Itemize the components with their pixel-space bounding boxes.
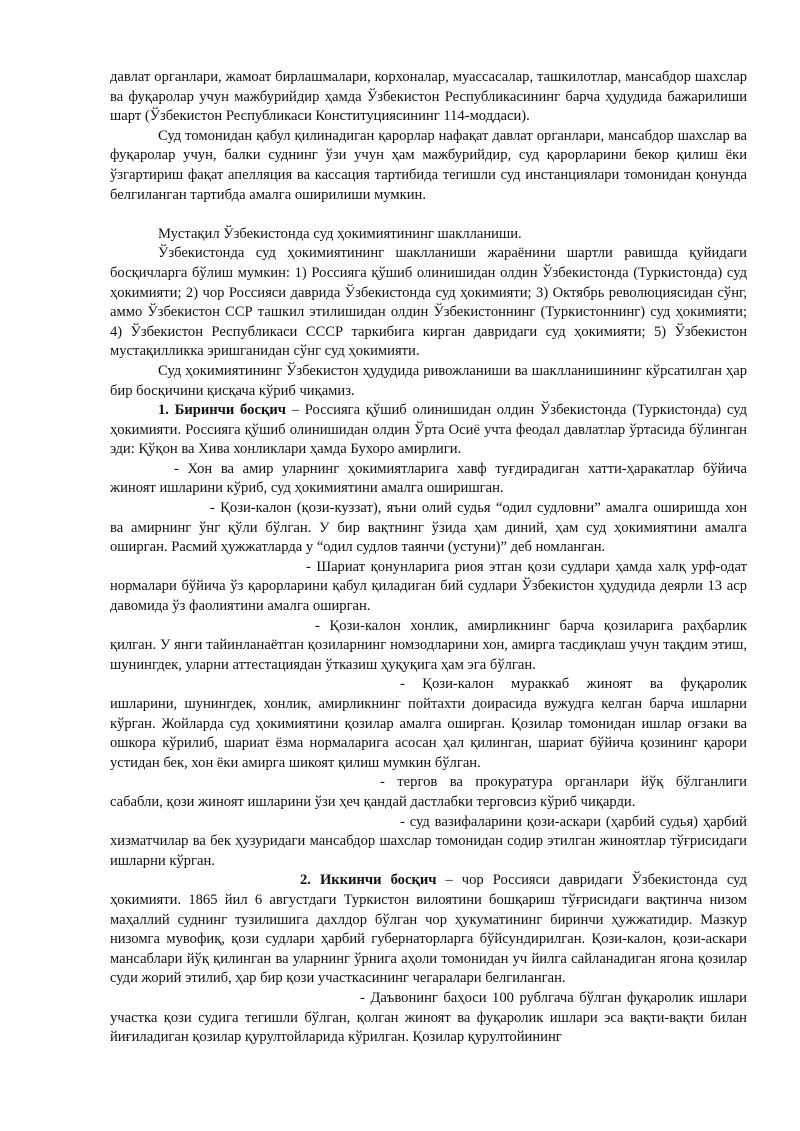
paragraph-stage-two [110, 871, 747, 989]
list-item-khan-amir: - Хон ва амир уларнинг ҳокимиятларига хавф туғдирадиган хатти-ҳаракатлар бўйича жиноят ишларини кўриб, суд ҳокимиятини амалга оширишган. [110, 460, 747, 497]
stage-two-text: – чор Россияси давридаги Ўзбекистонда суд ҳокимияти. 1865 йил 6 августдаги Туркистон вилоятини бошқариш тўғрисидаги вақтинча низом маҳаллий суднинг тузилишига дахлдор бўлган чор ҳукуматининг биринчи ҳужжатидир. Мазкур низомга мувофиқ, қози судлари ҳарбий губернаторларга бўйсундирилган. Қози-калон, қози-аскари мансаблари йўқ қилинган ва уларнинг ўрнига аҳоли томонидан уч йилга сайланадиган ягона қозилар суди жорий этилиб, ҳар бир қози участкасининг чегаралари белгиланган. [110, 872, 747, 987]
paragraph-court-decisions: Суд томонидан қабул қилинадиган қарорлар нафақат давлат органлари, мансабдор шахслар ва фуқаролар учун, балки суднинг ўзи учун ҳам мажбурийдир, суд қарорларини бекор қилиш ёки ўзгартириш фақат апелляция ва кассация тартибида тегишли суд инстанциялари томонидан қонунда белгиланган тартибда амалга оширилиши мумкин. [110, 127, 747, 203]
stage-one-heading: 1. Биринчи босқич [158, 402, 286, 419]
paragraph-stages-list: Ўзбекистонда суд ҳокимиятининг шаклланиши жараёнини шартли равишда қуйидаги босқичларга бўлиш мумкин: 1) Россияга қўшиб олинишидан олдин Ўзбекистонда (Туркистонда) суд ҳокимияти; 2) чор Россияси даврида Ўзбекистонда суд ҳокимияти; 3) Октябрь революциясидан сўнг, аммо Ўзбекистон ССР ташкил этилишидан олдин Ўзбекистоннинг (Туркистоннинг) суд ҳокимияти; 4) Ўзбекистон Республикаси СССР таркибига кирган давридаги суд ҳокимияти; 5) Ўзбекистон мустақилликка эришганидан сўнг суд ҳокимияти. [110, 245, 747, 360]
paragraph-stage-one [110, 401, 747, 460]
section-heading: Мустақил Ўзбекистонда суд ҳокимиятининг шаклланиши. [158, 225, 522, 242]
list-item-qozi-cases: - Қози-калон мураккаб жиноят ва фуқаролик ишларини, шунингдек, хонлик, амирликнинг пойтахти доирасида вужудга келган барча ишларни кўрган. Жойларда суд ҳокимиятини қозилар амалга оширган. Қозилар томонидан ишлар оғзаки ва ошкора кўрилиб, шариат ёзма нормаларига асосан ҳал қилинган, шариат бўйича қозининг қарори устидан бек, хон ёки амирга шикоят қилиш мумкин бўлган. [110, 676, 747, 771]
list-item-qozi-kalon: - Қози-калон (қози-куззат), яъни олий судья “одил судловни” амалга оширишда хон ва амирнинг ўнг қўли бўлган. У бир вақтнинг ўзида ҳам диний, ҳам суд ҳокимиятини амалга оширган. Расмий ҳужжатларда у “одил судлов таянчи (устуни)” деб номланган. [110, 500, 747, 556]
list-item-sharia-courts: - Шариат қонунларига риоя этган қози судлари ҳамда халқ урф-одат нормалари бўйича ўз қарорларини қабул қиладиган бий судлари Ўзбекистон ҳудудида деярли 13 аср давомида ўз фаолиятини амалга оширган. [110, 558, 747, 615]
document-body [110, 68, 747, 1048]
list-item-qozi-askari: - суд вазифаларини қози-аскари (ҳарбий судья) ҳарбий хизматчилар ва бек ҳузуридаги мансабдор шахслар томонидан содир этилган жиноятлар тўғрисидаги ишларни кўрган. [110, 813, 747, 869]
paragraph-stages-intro: Суд ҳокимиятининг Ўзбекистон ҳудудида ривожланиши ва шаклланишининг кўрсатилган ҳар бир босқичини қисқача кўриб чиқамиз. [110, 362, 747, 399]
paragraph-continuation: давлат органлари, жамоат бирлашмалари, корхоналар, муассасалар, ташкилотлар, мансабдор шахслар ва фуқаролар учун мажбурийдир ҳамда Ўзбекистон Республикасининг барча ҳудудида бажарилиши шарт (Ўзбекистон Республикаси Конституциясининг 114-моддаси). [110, 69, 747, 125]
list-item-qozi-leadership: - Қози-калон хонлик, амирликнинг барча қозиларига раҳбарлик қилган. У янги тайинланаётган қозиларнинг номзодларини хон, амирга тасдиқлаш учун тақдим этиш, шунингдек, уларни аттестациядан ўтказиш ҳуқуқига ҳам эга бўлган. [110, 617, 747, 673]
stage-one-text: – Россияга қўшиб олинишидан олдин Ўзбекистонда (Туркистонда) суд ҳокимияти. Россияга қўшиб олинишидан олдин Ўрта Осиё учта феодал давлатлар ўртасида бўлинган эди: Қўқон ва Хива хонликлари ҳамда Бухоро амирлиги. [110, 402, 747, 458]
list-item-claims: - Даъвонинг баҳоси 100 рублгача бўлган фуқаролик ишлари участка қози судига тегишли бўлган, қолган жиноят ва фуқаролик ишлари эса вақти-вақти билан йиғиладиган қозилар қурултойларида кўрилган. Қозилар қурултойининг [110, 989, 747, 1046]
list-item-investigation: - тергов ва прокуратура органлари йўқ бўлганлиги сабабли, қози жиноят ишларини ўзи ҳеч қандай дастлабки терговсиз кўриб чиқарди. [110, 774, 747, 810]
stage-two-heading: 2. Иккинчи босқич [300, 872, 437, 889]
